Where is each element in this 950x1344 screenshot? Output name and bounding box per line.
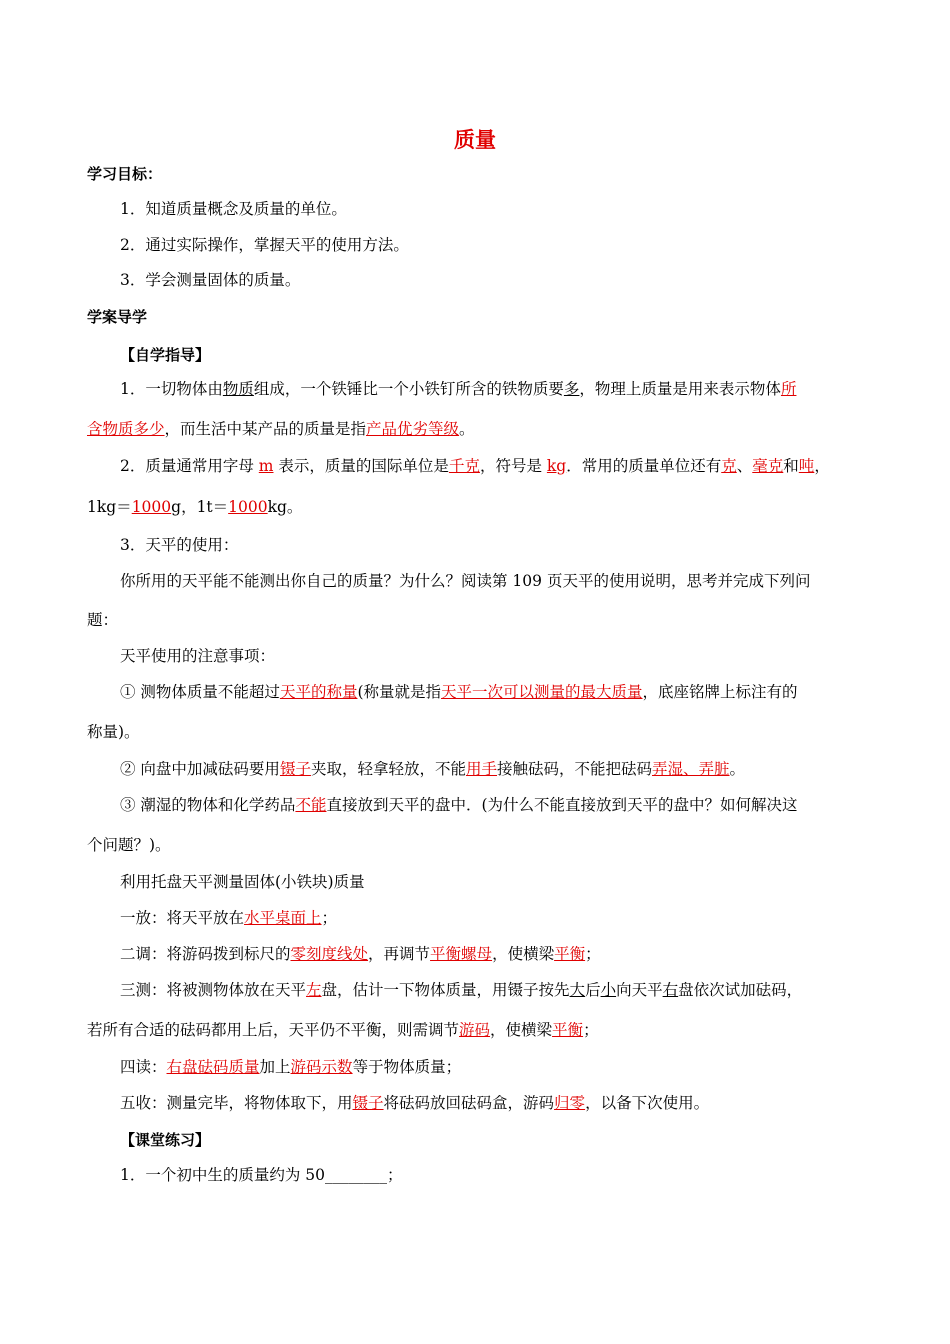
para-2-line-1 [120, 455, 830, 477]
answer-text: 不能 [295, 796, 327, 814]
text: 2．质量通常用字母 [120, 457, 259, 475]
step-5 [120, 1092, 709, 1114]
answer-text: 归零 [554, 1094, 586, 1112]
para-2-line-2 [87, 496, 302, 518]
text: 。 [459, 420, 475, 438]
text: 组成，一个铁锤比一个小铁钉所含的铁物质要 [253, 380, 564, 398]
answer-text: 零刻度线处 [290, 945, 369, 963]
answer-text: 产品优劣等级 [366, 420, 460, 438]
text: ； [321, 909, 338, 927]
underlined-text: 多 [563, 380, 580, 398]
answer-text: 平衡螺母 [430, 945, 493, 963]
answer-text: 游码示数 [290, 1058, 353, 1076]
answer-text: kg [546, 457, 567, 475]
text: 直接放到天平的盘中．(为什么不能直接放到天平的盘中？如何解决这 [326, 796, 798, 814]
practice-heading: 【课堂练习】 [120, 1131, 211, 1149]
answer-text: 1000 [228, 498, 268, 516]
answer-text: 游码 [459, 1021, 491, 1039]
text: 将砝码放回砝码盒，游码 [383, 1094, 555, 1112]
text: 向天平 [616, 981, 663, 999]
objective-2: 2．通过实际操作，掌握天平的使用方法。 [120, 236, 409, 254]
step-3-line-1 [120, 979, 802, 1001]
answer-text: 含物质多少 [87, 420, 165, 438]
note-3-line-2: 个问题？)。 [87, 836, 171, 854]
text: 五收：测量完毕，将物体取下，用 [120, 1094, 353, 1112]
text: 加上 [259, 1058, 291, 1076]
text: 三测：将被测物体放在天平 [120, 981, 307, 999]
answer-text: 平衡 [552, 1021, 584, 1039]
text: ； [583, 1021, 599, 1039]
text: kg。 [267, 498, 303, 516]
answer-text: 平衡 [554, 945, 586, 963]
text: ，符号是 [479, 457, 547, 475]
text: ③ 潮湿的物体和化学药品 [120, 796, 296, 814]
para-4-line-1: 你所用的天平能不能测出你自己的质量？为什么？阅读第 109 页天平的使用说明，思考并完成下列问 [120, 572, 811, 590]
text: 四读： [120, 1058, 167, 1076]
para-5: 天平使用的注意事项： [120, 647, 276, 665]
text: 盘依次试加砝码， [678, 981, 803, 999]
text: 接触砝码，不能把砝码 [496, 760, 652, 778]
text: 夹取，轻拿轻放，不能 [310, 760, 466, 778]
answer-text: 镊子 [352, 1094, 384, 1112]
underlined-text: 物质 [222, 380, 254, 398]
step-4 [120, 1056, 461, 1078]
objective-3: 3．学会测量固体的质量。 [120, 271, 301, 289]
underlined-text: 小 [600, 981, 617, 999]
text: 后 [585, 981, 601, 999]
text: ，再调节 [368, 945, 431, 963]
answer-text: 克 [721, 457, 737, 475]
step-1 [120, 907, 337, 929]
underlined-text: 大 [569, 981, 586, 999]
answer-text: m [258, 457, 274, 475]
answer-text: 1000 [131, 498, 172, 516]
text: ，底座铭牌上标注有的 [642, 683, 798, 701]
text: 盘，估计一下物体质量，用镊子按先 [321, 981, 570, 999]
text: 二调：将游码拨到标尺的 [120, 945, 291, 963]
text: 一放：将天平放在 [120, 909, 245, 927]
question-1: 1．一个初中生的质量约为 50________； [120, 1166, 403, 1184]
text: 、 [736, 457, 753, 475]
objective-1: 1．知道质量概念及质量的单位。 [120, 200, 347, 218]
text: ， [814, 457, 830, 475]
text: 1kg＝ [87, 498, 132, 516]
answer-text: 左 [306, 981, 322, 999]
answer-text: 吨 [798, 457, 815, 475]
answer-text: 所 [780, 380, 797, 398]
note-3-line-1 [120, 794, 798, 816]
note-1-line-2: 称量)。 [87, 723, 140, 741]
answer-text: 千克 [448, 457, 480, 475]
text: ② 向盘中加减砝码要用 [120, 760, 280, 778]
text: g，1t＝ [171, 498, 229, 516]
self-study-heading: 【自学指导】 [120, 346, 211, 364]
para-3: 3．天平的使用： [120, 536, 239, 554]
note-2 [120, 758, 745, 780]
note-1-line-1 [120, 681, 798, 703]
text: 。 [729, 760, 746, 778]
text: 表示，质量的国际单位是 [273, 457, 449, 475]
answer-text: 镊子 [279, 760, 311, 778]
text: 和 [783, 457, 799, 475]
step-3-line-2 [87, 1019, 599, 1041]
answer-text: 用手 [465, 760, 497, 778]
underlined-text: 右 [662, 981, 679, 999]
text: ，而生活中某产品的质量是指 [164, 420, 367, 438]
guide-heading: 学案导学 [87, 308, 148, 326]
objectives-heading: 学习目标： [87, 165, 163, 183]
page-title: 质量 [454, 128, 496, 152]
text: 1．一切物体由 [120, 380, 223, 398]
method-heading: 利用托盘天平测量固体(小铁块)质量 [120, 873, 365, 891]
text: ，物理上质量是用来表示物体 [579, 380, 781, 398]
answer-text: 毫克 [752, 457, 784, 475]
answer-text: 水平桌面上 [244, 909, 322, 927]
para-4-line-2: 题： [87, 611, 119, 629]
text: ； [585, 945, 601, 963]
text: ．常用的质量单位还有 [566, 457, 722, 475]
text: 等于物体质量； [352, 1058, 462, 1076]
step-2 [120, 943, 601, 965]
text: (称量就是指 [357, 683, 442, 701]
answer-text: 右盘砝码质量 [166, 1058, 260, 1076]
answer-text: 天平的称量 [279, 683, 358, 701]
text: ，使横梁 [490, 1021, 553, 1039]
para-1-line-2 [87, 418, 475, 440]
answer-text: 弄湿、弄脏 [652, 760, 730, 778]
text: 若所有合适的砝码都用上后，天平仍不平衡，则需调节 [87, 1021, 460, 1039]
text: ① 测物体质量不能超过 [120, 683, 280, 701]
para-1-line-1 [120, 378, 796, 400]
text: ，以备下次使用。 [585, 1094, 710, 1112]
answer-text: 天平一次可以测量的最大质量 [441, 683, 643, 701]
text: ，使横梁 [492, 945, 555, 963]
